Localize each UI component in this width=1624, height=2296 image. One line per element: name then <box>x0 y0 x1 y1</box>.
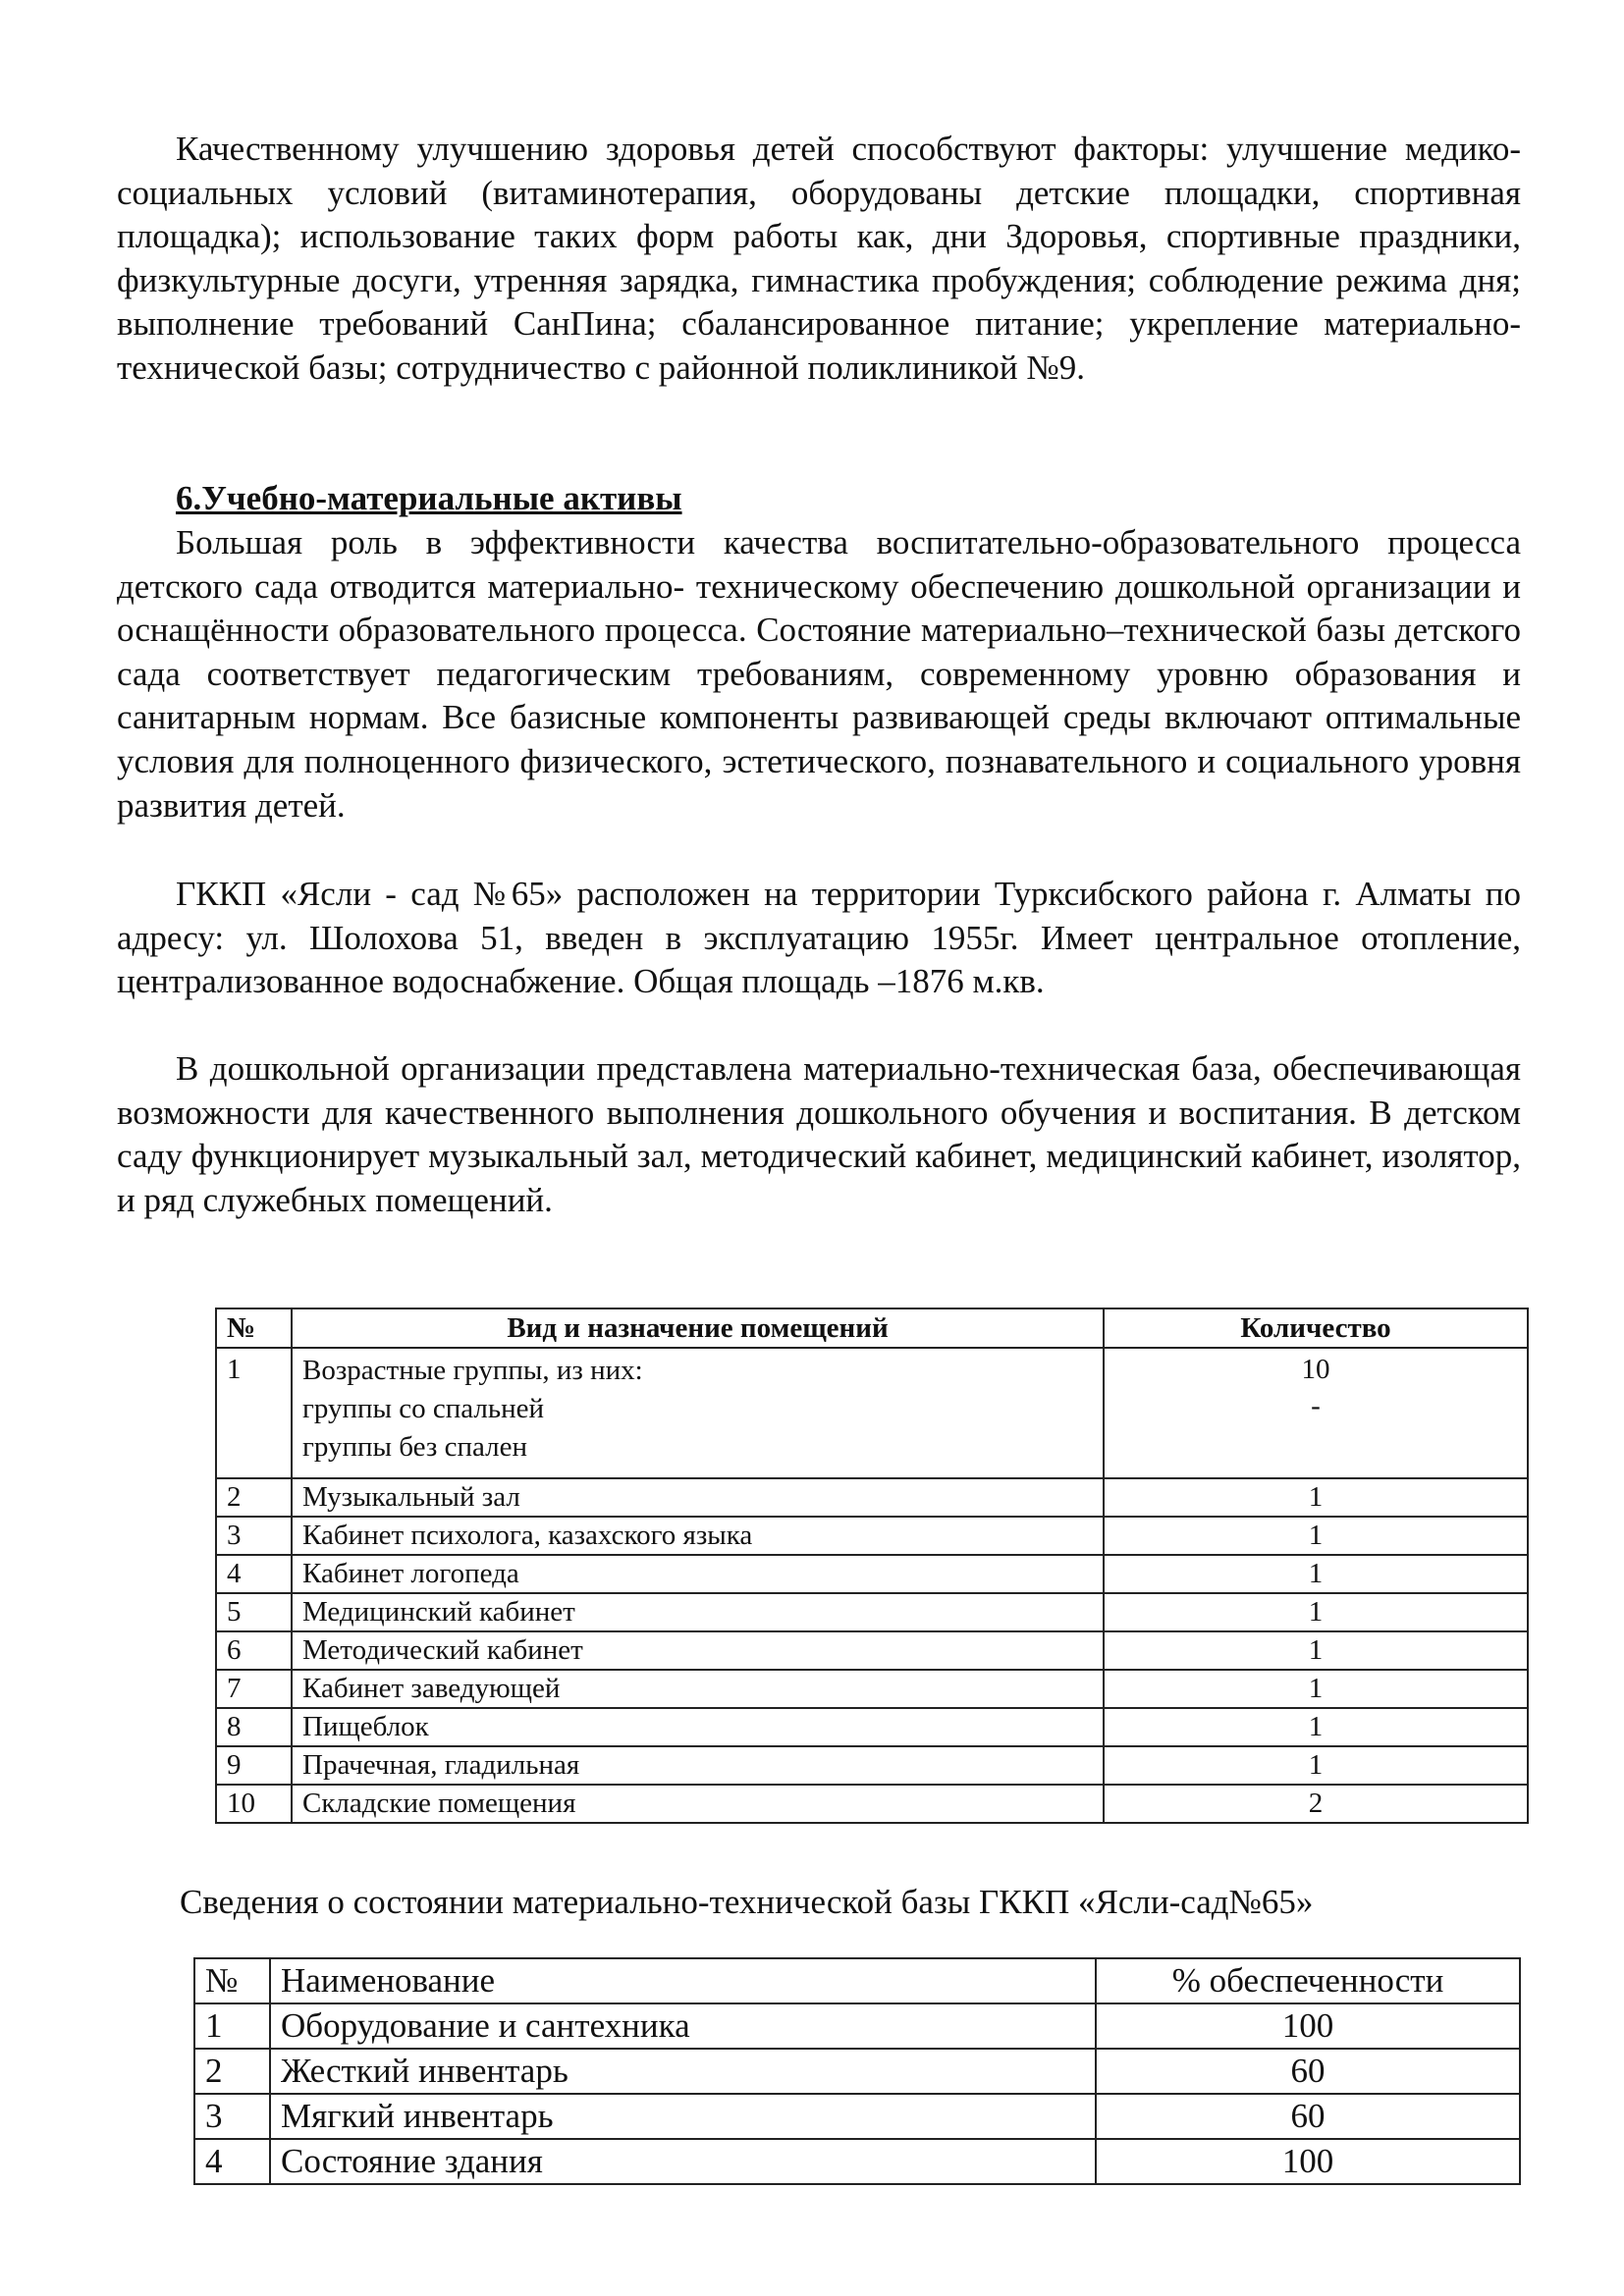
section-heading: 6.Учебно-материальные активы <box>176 479 682 517</box>
rooms-row-qty: 1 <box>1104 1517 1528 1555</box>
rooms-row-num: 8 <box>216 1708 292 1746</box>
supply-row-name: Мягкий инвентарь <box>270 2094 1096 2139</box>
supply-table-header-row <box>194 1958 1520 2003</box>
paragraph-material-base: В дошкольной организации представлена материально-техническая база, обеспечивающая возможности для качественного выполнения дошкольного обучения и воспитания. В детском саду функционирует музыкальный зал, методический кабинет, медицинский кабинет, изолятор, и ряд служебных помещений. <box>117 1049 1521 1219</box>
supply-row-pct: 100 <box>1096 2003 1520 2049</box>
rooms-row-qty: 1 <box>1104 1555 1528 1593</box>
table-row <box>216 1478 1528 1517</box>
rooms-row-name: Кабинет логопеда <box>292 1555 1104 1593</box>
table-row <box>216 1348 1528 1478</box>
rooms-header-num: № <box>216 1308 292 1348</box>
supply-row-pct: 60 <box>1096 2049 1520 2094</box>
rooms-row-line: группы со спальней <box>302 1393 545 1424</box>
rooms-row-name: Медицинский кабинет <box>292 1593 1104 1631</box>
table-row <box>216 1631 1528 1670</box>
rooms-row-qty: 1 <box>1104 1593 1528 1631</box>
supply-row-pct: 100 <box>1096 2139 1520 2184</box>
table-row <box>216 1785 1528 1823</box>
paragraph-material-role: Большая роль в эффективности качества воспитательно-образовательного процесса детского сада отводится материально- техническому обеспечению дошкольной организации и оснащённости образовательного процесса. Состояние материально–технической базы детского сада соответствует педагогическим требованиям, современному уровню образования и санитарным нормам. Все базисные компоненты развивающей среды включают оптимальные условия для полноценного физического, эстетического, познавательного и социального уровня развития детей. <box>117 523 1521 825</box>
rooms-row-num: 10 <box>216 1785 292 1823</box>
rooms-row-line: группы без спален <box>302 1431 527 1463</box>
rooms-row-qty-line: - <box>1311 1390 1321 1421</box>
supply-row-num: 2 <box>194 2049 270 2094</box>
table-row <box>216 1746 1528 1785</box>
rooms-table-header-row <box>216 1308 1528 1348</box>
table-row <box>216 1555 1528 1593</box>
rooms-row-qty: 1 <box>1104 1478 1528 1517</box>
rooms-row-num: 2 <box>216 1478 292 1517</box>
table-row <box>216 1708 1528 1746</box>
rooms-row-name: Кабинет заведующей <box>292 1670 1104 1708</box>
rooms-row-qty: 1 <box>1104 1631 1528 1670</box>
rooms-row-name: Пищеблок <box>292 1708 1104 1746</box>
table-row <box>216 1593 1528 1631</box>
paragraph-health-factors: Качественному улучшению здоровья детей способствуют факторы: улучшение медико-социальных условий (витаминотерапия, оборудованы детские площадки, спортивная площадка); использование таких форм работы как, дни Здоровья, спортивные праздники, физкультурные досуги, утренняя зарядка, гимнастика пробуждения; соблюдение режима дня; выполнение требований СанПина; сбалансированное питание; укрепление материально-технической базы; сотрудничество с районной поликлиникой №9. <box>117 130 1521 387</box>
rooms-row-num: 6 <box>216 1631 292 1670</box>
supply-row-num: 1 <box>194 2003 270 2049</box>
table-row <box>216 1517 1528 1555</box>
supply-row-name: Состояние здания <box>270 2139 1096 2184</box>
rooms-row-num: 7 <box>216 1670 292 1708</box>
rooms-row-qty: 1 <box>1104 1670 1528 1708</box>
rooms-row-num: 9 <box>216 1746 292 1785</box>
supply-header-num: № <box>194 1958 270 2003</box>
supply-header-name: Наименование <box>270 1958 1096 2003</box>
supply-row-name: Оборудование и сантехника <box>270 2003 1096 2049</box>
supply-row-num: 4 <box>194 2139 270 2184</box>
rooms-row-name: Методический кабинет <box>292 1631 1104 1670</box>
paragraph-location: ГККП «Ясли - сад №65» расположен на территории Турксибского района г. Алматы по адресу: ул. Шолохова 51, введен в эксплуатацию 1955г. Имеет центральное отопление, централизованное водоснабжение. Общая площадь –1876 м.кв. <box>117 875 1521 1001</box>
rooms-row-name <box>292 1348 1104 1478</box>
supply-row-num: 3 <box>194 2094 270 2139</box>
rooms-row-num: 1 <box>216 1348 292 1478</box>
rooms-row-name: Музыкальный зал <box>292 1478 1104 1517</box>
supply-header-pct: % обеспеченности <box>1096 1958 1520 2003</box>
table-row <box>216 1670 1528 1708</box>
supply-table <box>193 1957 1521 2185</box>
rooms-row-name: Кабинет психолога, казахского языка <box>292 1517 1104 1555</box>
rooms-row-num: 4 <box>216 1555 292 1593</box>
rooms-row-qty-line: 10 <box>1301 1354 1330 1385</box>
table-row <box>194 2094 1520 2139</box>
rooms-row-qty <box>1104 1348 1528 1478</box>
rooms-row-qty: 1 <box>1104 1746 1528 1785</box>
supply-row-name: Жесткий инвентарь <box>270 2049 1096 2094</box>
rooms-row-qty: 1 <box>1104 1708 1528 1746</box>
rooms-row-qty: 2 <box>1104 1785 1528 1823</box>
rooms-row-num: 3 <box>216 1517 292 1555</box>
rooms-table <box>215 1308 1529 1824</box>
rooms-row-name: Складские помещения <box>292 1785 1104 1823</box>
rooms-row-num: 5 <box>216 1593 292 1631</box>
rooms-row-name: Прачечная, гладильная <box>292 1746 1104 1785</box>
supply-row-pct: 60 <box>1096 2094 1520 2139</box>
table-row <box>194 2139 1520 2184</box>
table-row <box>194 2049 1520 2094</box>
rooms-header-name: Вид и назначение помещений <box>292 1308 1104 1348</box>
rooms-row-line: Возрастные группы, из них: <box>302 1355 643 1386</box>
rooms-header-qty: Количество <box>1104 1308 1528 1348</box>
supply-table-caption: Сведения о состоянии материально-технической базы ГККП «Ясли-сад№65» <box>180 1883 1314 1921</box>
table-row <box>194 2003 1520 2049</box>
